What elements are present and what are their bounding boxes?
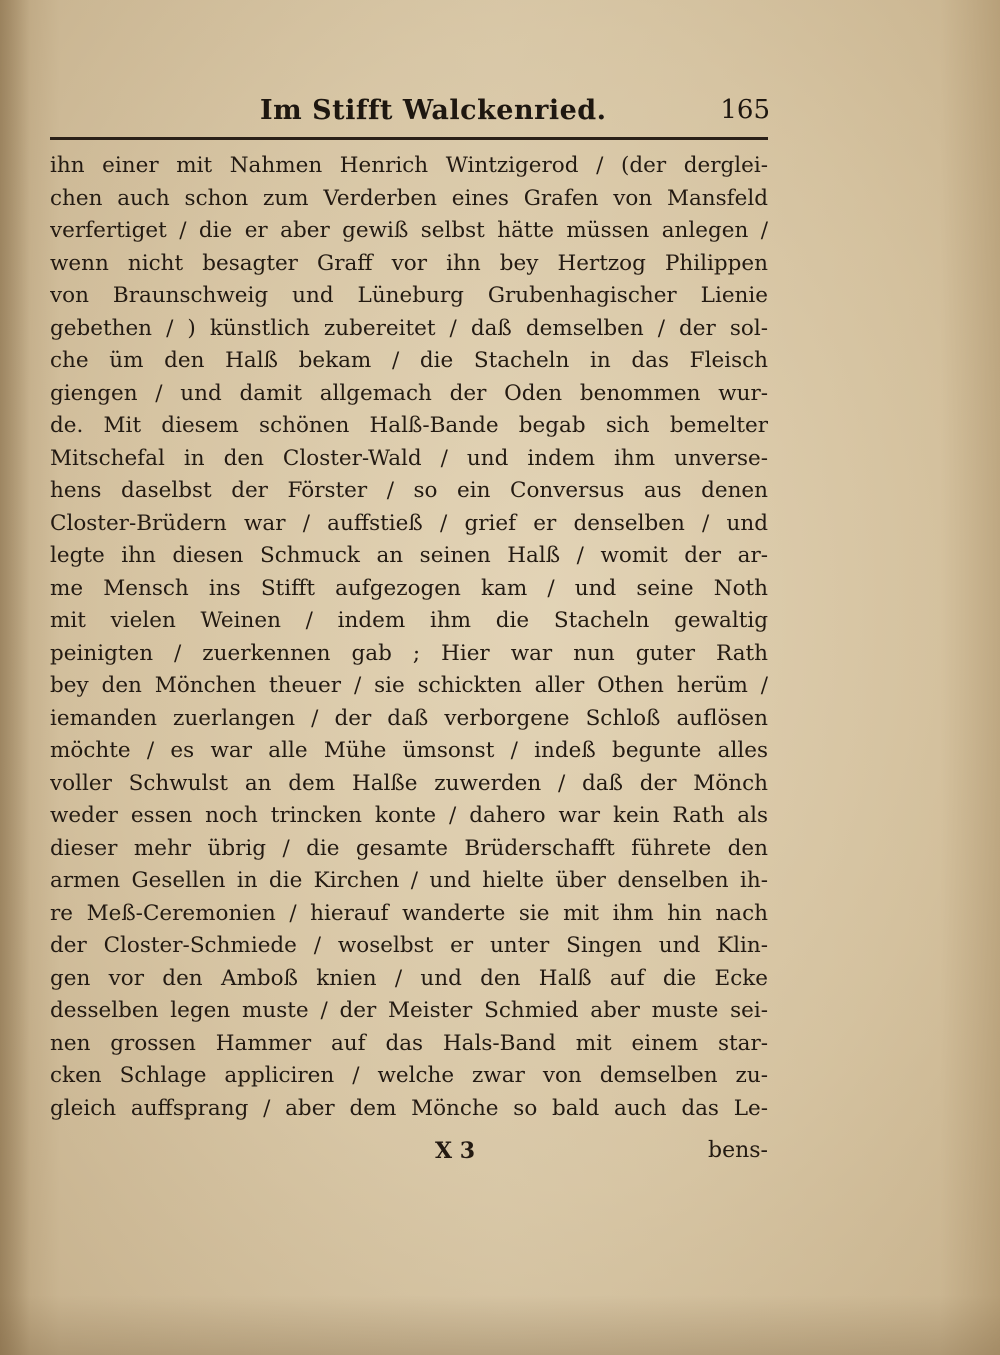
text-line: dieser mehr übrig / die gesamte Brüderschafft führete den <box>50 835 768 861</box>
running-title: Im Stifft Walckenried. <box>260 95 607 126</box>
text-line: voller Schwulst an dem Halße zuwerden / daß der Mönch <box>50 770 768 796</box>
text-line: möchte / es war alle Mühe ümsonst / indeß begunte alles <box>50 738 768 763</box>
text-line: desselben legen muste / der Meister Schmied aber muste sei- <box>50 998 768 1023</box>
text-line: peinigten / zuerkennen gab ; Hier war nun guter Rath <box>50 640 768 666</box>
text-line: de. Mit diesem schönen Halß-Bande begab sich bemelter <box>50 413 768 438</box>
page-footer <box>50 1138 768 1172</box>
text-line: Closter-Brüdern war / auffstieß / grief er denselben / und <box>50 510 768 536</box>
text-line: von Braunschweig und Lüneburg Grubenhagischer Lienie <box>50 283 768 308</box>
page-bottom-shadow <box>0 1295 1000 1355</box>
text-line: verfertiget / die er aber gewiß selbst hätte müssen anlegen / <box>50 218 768 243</box>
text-line: ihn einer mit Nahmen Henrich Wintzigerod / (der derglei- <box>50 153 768 178</box>
text-line: weder essen noch trincken konte / dahero war kein Rath als <box>50 803 768 828</box>
text-line: Mitschefal in den Closter-Wald / und indem ihm unverse- <box>50 445 768 471</box>
page-header <box>50 95 770 135</box>
catchword: bens- <box>708 1138 768 1163</box>
text-line: der Closter-Schmiede / woselbst er unter Singen und Klin- <box>50 933 768 958</box>
page-edge-shadow <box>0 0 30 1355</box>
signature-mark: X 3 <box>435 1138 476 1164</box>
text-line: gleich auffsprang / aber dem Mönche so bald auch das Le- <box>50 1095 768 1121</box>
body-text <box>50 150 768 1125</box>
text-line: chen auch schon zum Verderben eines Grafen von Mansfeld <box>50 185 768 211</box>
text-line: bey den Mönchen theuer / sie schickten aller Othen herüm / <box>50 673 768 698</box>
header-rule <box>50 137 768 140</box>
text-line: che üm den Halß bekam / die Stacheln in das Fleisch <box>50 348 768 373</box>
text-line: hens daselbst der Förster / so ein Conversus aus denen <box>50 478 768 503</box>
text-line: mit vielen Weinen / indem ihm die Stacheln gewaltig <box>50 608 768 633</box>
text-line: giengen / und damit allgemach der Oden benommen wur- <box>50 380 768 406</box>
page-number: 165 <box>720 95 770 125</box>
text-line: nen grossen Hammer auf das Hals-Band mit einem star- <box>50 1030 768 1056</box>
text-line: gen vor den Amboß knien / und den Halß auf die Ecke <box>50 965 768 991</box>
text-line: legte ihn diesen Schmuck an seinen Halß / womit der ar- <box>50 543 768 568</box>
text-line: armen Gesellen in die Kirchen / und hielte über denselben ih- <box>50 868 768 893</box>
text-line: me Mensch ins Stifft aufgezogen kam / und seine Noth <box>50 575 768 601</box>
text-line: gebethen / ) künstlich zubereitet / daß demselben / der sol- <box>50 315 768 341</box>
text-line: iemanden zuerlangen / der daß verborgene Schloß auflösen <box>50 705 768 731</box>
text-line: cken Schlage appliciren / welche zwar von demselben zu- <box>50 1063 768 1088</box>
text-line: re Meß-Ceremonien / hierauf wanderte sie mit ihm hin nach <box>50 900 768 926</box>
text-line: wenn nicht besagter Graff vor ihn bey Hertzog Philippen <box>50 250 768 276</box>
